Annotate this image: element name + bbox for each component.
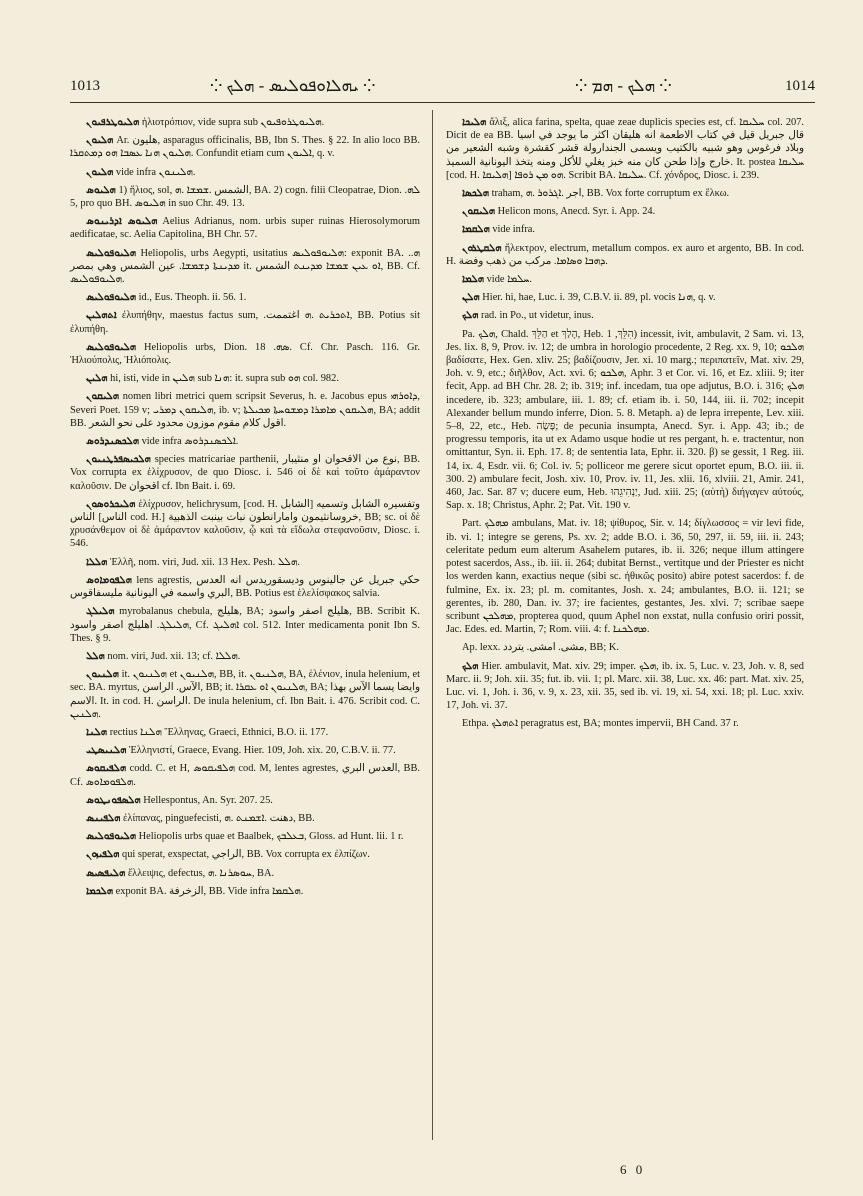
entry-text: ἑλίχρυσον, helichrysum, [cod. H. الشابل] وتفسيره الشابل وتسميه الناس [الناس cod. H.] خروسانثيمون وامارانطون نبات بينبت الذهبية, BB; sc. οἱ δὲ χρυσάνθεμον οἱ δὲ ἀμάραντον καλοῦσιν, ᾧ καὶ τὰ εἴδωλα στεφανοῦσιν, Diosc. i. 546. (70, 498, 421, 550)
entry-text: ἐλυπήθην, maestus factus sum, .ܐܬܟܪܝܬ .ܗ اغتممت, BB. Potius sit ἐλυπήθη. (70, 310, 420, 335)
headword: ܗܠܝܘܢ (86, 135, 114, 147)
left-column (70, 116, 420, 903)
entry-text: Heliopolis urbs, Dion. ܣܗ. 18. Cf. Chr. Pasch. 116. Gr. Ἡλιούπολις, Ἡλιόπολις. (70, 341, 420, 367)
headword: ܗܠܝܩܘܢ (86, 391, 119, 403)
dictionary-entry (70, 744, 420, 757)
entry-text: nomen libri metrici quem scripsit Severus, h. e. Jacobus epus ܕܐܘܪܗܝ, Severi Poet. 159 v; ܗܠܝܩܘܢ ܕܡܪܝ, ib. v; ܗܠܝܩܘܢ ܡܐܡܪܐ ܕܡܫܘܚܬܐ ܡܟܝܠܬܐ, BA; addit BB. اقول كلام مقوم موزون محدود على نحو الشعر. (70, 391, 421, 429)
dictionary-entry (446, 187, 804, 200)
entry-text: 1) ἥλιος, sol, الشمس .ܫܡܫܐ .ܗ, BA. 2) cogn. filii Cleopatrae, Dion. ܠܗ. 5, pro quo BH. ܗܠܝܘܣ in suo Chr. 49. 13. (70, 184, 420, 210)
entry-text: codd. C. et H, ܗܠܦܝܩܘܣ cod. M, lentes agrestes, العدس البري, BB. Cf. ܗܠܦܘܡܐܘܣ. (70, 763, 420, 788)
entry-text: Pa. ܗܠܟ, Chald. הַלֵּךְ et הָלַךְ, Heb. הִלֵּךְ, 1) incessit, ivit, ambulavit, 2 Sam. vi. 13, Jes. lix. 8, 9, Prov. iv. 12; de umbra in horologio procedente, 2 Reg. xx. 9, 10; ܗܠܟܘ βαδίσατε, Hex. Gen. xliv. 25; βαδίζουσιν, Jer. xi. 10 marg.; περιπατεῖν, Mat. xiv. 29, Joh. v. 9, etc.; διῆλθον, Act. xvi. 6; ܗܠܟܘ, Aphr. 3 et Cor. vi. 16, et Ez. xliii. 9; iter fecit, App. ad BH Chr. 28. 2; ib. 319; inf. incedam, tua ope adjutus, B.O. i. 316; ܗܠܟ incedere, ib. 323; ambulare, iii. 1. 89; cf. etiam ib. i. 50, 144, iii. ii. 702; incepit Alexander bellum mundo inferre, Dion. 5. 8. Metaph. a) de lepra irrepente, Lev. xiii. 5–8, 22, etc., Heb. פָּשָׂה; de pecunia insumpta, Anecd. Syr. i. App. 43; ib.; de progressu temporis, ita ut ex Adamo usque hodie ut res pergant, h. e. tractentur, non omittantur, Syn. ii. Eph. 17. 8; de sententia lata, Ephr. ii. 320. β) se gessit, 1 Reg. iii. 14, ix. 4, Esdr. vii. 6; Col. iv. 5; polliceor me gerere sicut oportet epum, B.O. iii. ii. 300. 2) ambulare fecit, Josh. xiv. 10, Prov. iv. 11, Jes. xlii. 16, xlviii. 21, Amir. 241, 460, Jac. Sar. 87 v; ducere eum, Heb. יַנְהִיגֵהוּ, Jud. xiii. 25; (αὐτὴ) διήγαγεν αὐτούς, Sap. x. 18; Christus, Aphr. 2; Pat. Vit. 190 v. (446, 328, 805, 512)
headword: ܗܠܟܣܢܕܪܘܣ (86, 436, 139, 448)
dictionary-entry (70, 341, 420, 367)
headword: ܗܠܦܘܡܐܘܣ (86, 574, 132, 586)
dictionary-entry (70, 867, 420, 880)
left-running-title: ⁘ ܝܗܠܐܘܦܘܠܝܣ - ܗܠܟ ⁘ (210, 76, 376, 95)
dictionary-entry (70, 390, 420, 430)
dictionary-entry (70, 574, 420, 600)
dictionary-entry (70, 794, 420, 807)
dictionary-entry (70, 116, 420, 129)
dictionary-entry (70, 247, 420, 287)
dictionary-entry (70, 309, 420, 335)
entry-text: qui sperat, exspectat, الراجي, BB. Vox corrupta ex ἐλπίζων. (122, 849, 370, 861)
headword: ܐܬܗܠܝܢ (86, 310, 117, 322)
headword: ܗܠܟ (462, 310, 479, 322)
headword: ܗܠܝܦܣܝܣ (86, 867, 126, 879)
headword: ܗܠܢ (462, 292, 480, 304)
dictionary-entry (70, 830, 420, 843)
entry-text: nom. viri, Jud. xii. 13; cf. ܗܠܠܐ. (107, 650, 241, 662)
headword: ܗܠܟܣܐ (462, 188, 490, 200)
dictionary-entry (70, 498, 420, 551)
dictionary-entry (446, 517, 804, 636)
headword: ܗܠܠ (86, 650, 105, 662)
headword: ܗܠܝܘܦܘܠܝܣ (86, 831, 137, 843)
dictionary-entry (70, 885, 420, 898)
headword: ܗܠܦܝܩܘܣ (86, 763, 127, 775)
dictionary-entry (70, 453, 420, 493)
headword: ܗܠܝܩܘܢ (462, 206, 495, 218)
entry-text: it. ܗܠܢܝܘܢ et ܗܠܢܝܘܢ, BB, it. ܗܠܢܝܘܢ, BA, ἑλένιον, inula helenium, et sec. BA. myrtus, الآس. الراسن, BB; it. ܗܠܢܝܘܢ ܐܘ ܥܩܪܐ, BA; وايضا يسما الآس بهذا الاسم. It. in cod. H. الراسن. De inula helenium, cf. Ibn Bait. i. 476. Scribit cod. C. ܗܠܢܝܢ. (70, 669, 420, 720)
dictionary-entry (446, 205, 804, 218)
entry-text: Hier. hi, hae, Luc. i. 39, C.B.V. ii. 89, pl. vocis ܗܢܐ, q. v. (482, 292, 716, 304)
entry-text: vide infra ܐܠܟܣܢܕܪܘܣ. (141, 436, 239, 448)
headword: ܗܠܝܢ (86, 373, 108, 385)
entry-text: Heliopolis urbs quae et Baalbek, ܒܥܠܒܟ, Gloss. ad Hunt. lii. 1 r. (138, 831, 404, 843)
entry-text: lens agrestis, حكي جبريل عن جالينوس وديسقوريدس انه العدس البري واسمه في اليونانية مليسفاقوس, BB. Potius est ἑλελίσφακος salvia. (70, 574, 420, 600)
entry-text: vide infra. (492, 224, 536, 236)
right-column (446, 116, 804, 736)
entry-text: Heliopolis, urbs Aegypti, usitatius ܗܠܝܘܦܘܠܝܣ: exponit BA. .ܗ. ܡܕܝܢܬܐ ܕܫܡܫܐ. عين الشمس وهي بمصر it. ܐܘ ܥܝܢ ܫܡܫܐ ܡܕܝܢܬ الشمس, BB. Cf. ܗܠܝܘܦܘܠܝܣ. (70, 247, 420, 286)
headword: ܗܠܠܐ (86, 556, 108, 568)
folio-signature: 6 0 (620, 1162, 646, 1177)
running-header (70, 74, 815, 102)
dictionary-entry (446, 641, 804, 654)
entry-text: Ap. lexx. مشى. امشى. يتردد, BB; K. (462, 642, 619, 654)
entry-text: rectius ܗܠܢܐ Ἕλληνας, Graeci, Ethnici, B.O. ii. 177. (109, 726, 329, 738)
left-page-number: 1013 (70, 78, 100, 94)
entry-text: traham, اجر .ܐܓܪܘܪ .ܗ, BB. Vox forte corruptum ex ἕλκω. (491, 188, 730, 200)
headword: ܗܠܝܘܦܘܠܝܣ (86, 247, 137, 259)
dictionary-entry (70, 812, 420, 825)
entry-text: vide infra ܗܠܝܢܘܢ. (115, 166, 196, 178)
entry-text: ἤλεκτρον, electrum, metallum compos. ex auro et argento, BB. In cod. H. ܕܗܒܐ ܘܣܐܡܐ. مركب من ذهب وفضة. (446, 242, 804, 267)
headword: ܗܠܡܐ (462, 274, 484, 286)
entry-text: Ethpa. ܐܬܗܠܟ peragratus est, BA; montes impervii, BH Cand. 37 r. (462, 718, 739, 730)
headword: ܗܠܢܝܣܛܝ (86, 745, 127, 757)
headword: ܗܠܝܘܦܘܠܝܣ (86, 292, 137, 304)
entry-text: Ἑλληνιστί, Graece, Evang. Hier. 109, Joh. xix. 20, C.B.V. ii. 77. (128, 745, 396, 757)
entry-text: rad. in Po., ut videtur, inus. (480, 310, 594, 322)
entry-text: exponit BA. الزخرفة, BB. Vide infra ܗܠܩܡܐ. (115, 885, 304, 897)
headword: ܗܠܩܛܪܘܢ (462, 242, 502, 254)
headword: ܗܠܩܡܐ (462, 224, 490, 236)
headword: ܗܠܦܝܙܘܢ (86, 849, 120, 861)
dictionary-entry (70, 372, 420, 385)
headword: ܗܠܟܝܣܦܪܛܢܝܘܢ (86, 454, 151, 466)
dictionary-entry (70, 762, 420, 788)
dictionary-entry (446, 291, 804, 304)
dictionary-entry (70, 650, 420, 663)
dictionary-entry (446, 273, 804, 286)
dictionary-entry (70, 668, 420, 721)
right-running-title: ⁘ ܗܠܟ - ܗܡ ⁘ (575, 76, 672, 95)
entry-text: myrobalanus chebula, هليلج, BA; هليلج اصفر واسود, BB. Scribit K. ܗܠܝܠܓ. اهليلج اصفر واسود, Cf. ܐܗܠܝܓ col. 512. Inter medicamenta ponit Ibn S. Thes. § 9. (70, 606, 421, 644)
headword: ܗܠܟ (462, 660, 479, 672)
column-divider (432, 110, 433, 1140)
dictionary-entry (446, 328, 804, 513)
entry-text: vide ܚܠܡܐ. (486, 274, 532, 286)
entry-text: ἡλιοτρόπιον, vide supra sub ܗܠܝܘܛܪܘܦܝܘܢ. (141, 117, 325, 128)
dictionary-entry (70, 215, 420, 241)
headword: ܗܠܝܘܣ (86, 184, 116, 196)
headword: ܗܠܦܝܢܣ (86, 812, 121, 824)
entry-text: ἄλιξ, alica farina, spelta, quae zeae duplicis species est, cf. ܚܠܝܩܐ col. 207. Dicit de ea BB. قال جبريل قيل في كتاب الاطعمة انه هليقان اكثر ما يوجد في اسيا وبلاد فرغوس وهو شبيه بالكتيب ويسمى الجندارولة قشر كقشرة وشبه الشعير من خارج وإذا طحن كان منه خبز يغلي للأكل ومنه يتخذ اليونانية السميذ. It. postea ܚܠܝܩܐ [cod. H. ܗܠܝܩܐ] ܗܘ ܡܢ ܪܘܦܐ. Scribit BA. ܚܠܝܩܐ. Cf. χόνδρος, Diosc. i. 239. (446, 117, 804, 181)
headword: ܗܠܟܡܐ (86, 885, 114, 897)
headword: ܗܠܝܘܛܪܦܝܘܢ (86, 117, 140, 128)
dictionary-entry (446, 660, 804, 713)
entry-text: Part. ܡܗܠܟ ambulans, Mat. iv. 18; ψίθυρος, Sir. v. 14; δίγλωσσος = vir levi fide, ib. vi. 1; integre se gerens, Ps. xv. 2; adde B.O. i. 36, 50, 297, ii. 59, iii. ii. 243; celeritate pedum eum alterum Asahelem putares, ib. ii. 326; neque illum attingere potest sacerdos, Ass., ib. iii. ii. 264; dubitat Bernst., vertitque und der Priester es nicht los werden kann, exactius neque (sibi sc. ἠθικῶς posito) abire potest sacerdos: f. de fulmine, Ex. ix. 23; pl. m. comitantes, Josh. x. 24; ambulantes, B.O. ii. 121; se gerentes, ib. 280, Dan. iv. 37; ire facientes, gestantes, Jes. xlvi. 7; scribae saepe scribunt ܡܗܠܟܢ, propterea quod, quum Aphel non exstat, nulla confusio oriri possit, Jac. Edes. ed. Martin, 7; Rom. viii. 4: f. ܡܗܠܟܢܐ. (446, 518, 805, 636)
dictionary-entry (446, 717, 804, 730)
headword: ܗܠܝܘܢ (86, 166, 114, 178)
dictionary-entry (70, 134, 420, 160)
entry-text: Aelius Adrianus, nom. urbis super ruinas Hierosolymorum aedificatae, sc. Aelia Capitolina, BH Chr. 57. (70, 216, 421, 241)
dictionary-entry (70, 435, 420, 448)
entry-text: Ἑλλῆ, nom. viri, Jud. xii. 13 Hex. Pesh. ܗܠܠ. (109, 556, 300, 568)
right-page-number: 1014 (785, 78, 815, 94)
dictionary-entry (70, 166, 420, 179)
headword: ܗܠܝܘܦܘܠܝܣ (86, 341, 137, 353)
entry-text: Ar. هليون, asparagus officinalis, BB, Ibn S. Thes. § 22. In alio loco BB. ܗܠܝܘܢ ܗܢܐ ܥܣܒܐ ܗܘ ܕܡܬܩܪܐ. Confundit etiam cum ܐܠܝܘܢ, q. v. (70, 135, 420, 160)
headword: ܗܠܝܟܪܘܣܘܢ (86, 498, 136, 510)
headword: ܗܠܝܘܣ ܐܕܪܝܢܘܣ (86, 216, 158, 228)
headword: ܗܠܝܟܐ (462, 117, 487, 128)
dictionary-entry (446, 116, 804, 182)
headword: ܗܠܣܦܘܢܛܘܣ (86, 794, 141, 806)
dictionary-entry (70, 848, 420, 861)
entry-text: ἔλλειψις, defectus, ܚܘܣܪܢܐ .ܗ, BA. (127, 867, 275, 879)
entry-text: Helicon mons, Anecd. Syr. i. App. 24. (497, 206, 656, 218)
entry-text: Hier. ambulavit, Mat. xiv. 29; imper. ܗܠܟ, ib. ix. 5, Luc. v. 23, Joh. v. 8, sed Marc. ii. 9; Joh. xii. 35; fut. ib. vii. 1; pl. Marc. xii. 38, Luc. xx. 46: part. Mat. xiv. 25, Luc. vi. 1, Joh. i. 36, v. 9, x. 23, xii. 35, sed ib. vi. 19, xi. 54, xxi. 18; pl. Luc. xxiv. 17, Joh. vi. 37. (446, 660, 804, 712)
entry-text: Hellespontus, An. Syr. 207. 25. (143, 794, 273, 806)
header-rule (70, 102, 815, 103)
entry-text: species matricariae parthenii, نوع من الاقحوان او منثيبار, BB. Vox corrupta ex ἑλίχρυσον, de quo Diosc. i. 546 οἱ δὲ καὶ τοῦτο ἀμάραντον καλοῦσιν. De اقحوان cf. Ibn Bait. i. 69. (70, 454, 420, 492)
dictionary-entry (70, 726, 420, 739)
entry-text: id., Eus. Theoph. ii. 56. 1. (138, 292, 247, 304)
dictionary-entry (70, 556, 420, 569)
dictionary-entry (446, 242, 804, 268)
headword: ܗܠܢܝܘܢ (86, 669, 119, 681)
dictionary-entry (446, 309, 804, 322)
headword: ܗܠܝܠܓ (86, 606, 115, 618)
dictionary-entry (70, 184, 420, 210)
dictionary-entry (446, 223, 804, 236)
dictionary-entry (70, 605, 420, 645)
entry-text: ἐλίπανας, pinguefecisti, دهنت .ܐܫܡܢܬ .ܗ, BB. (123, 812, 315, 824)
headword: ܗܠܢܐ (86, 726, 108, 738)
entry-text: hi, isti, vide in ܗܠܝܢ sub ܗܢܐ: it. supra sub ܗܘ col. 982. (110, 373, 339, 385)
dictionary-entry (70, 291, 420, 304)
